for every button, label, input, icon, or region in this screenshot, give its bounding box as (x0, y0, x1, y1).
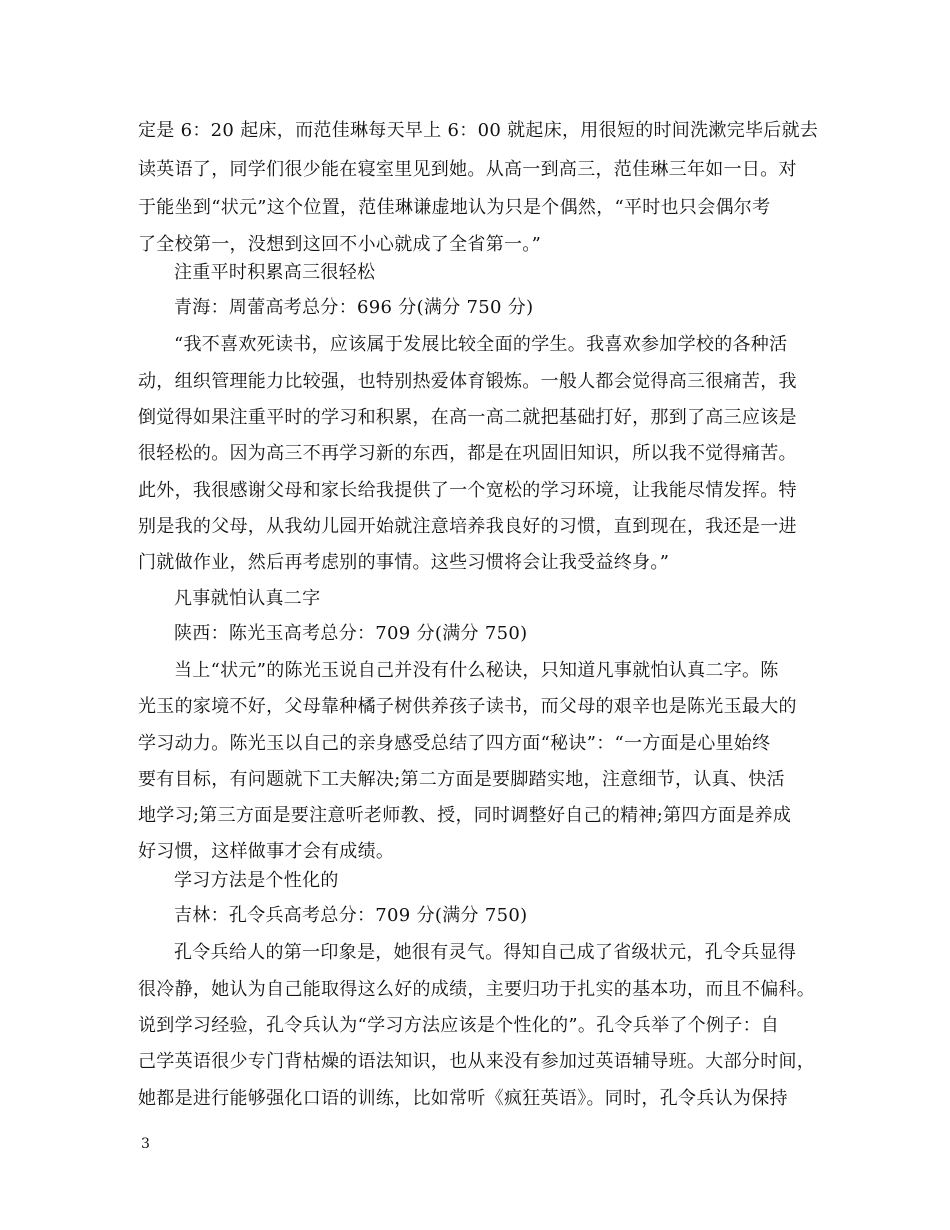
section-heading: 学习方法是个性化的 (174, 870, 339, 891)
text-line: 己学英语很少专门背枯燥的语法知识，也从来没有参加过英语辅导班。大部分时间， (138, 1051, 816, 1072)
section-heading: 注重平时积累高三很轻松 (174, 262, 376, 283)
text-line: 地学习;第三方面是要注意听老师教、授，同时调整好自己的精神;第四方面是养成 (138, 805, 792, 826)
text-line: 学习动力。陈光玉以自己的亲身感受总结了四方面“秘诀”：“一方面是心里始终 (138, 733, 771, 754)
text-line: “我不喜欢死读书，应该属于发展比较全面的学生。我喜欢参加学校的各种活 (174, 334, 788, 355)
section-heading: 凡事就怕认真二字 (174, 588, 321, 609)
student-score-line: 青海：周蕾高考总分：696 分(满分 750 分) (174, 297, 534, 318)
student-score-line: 吉林：孔令兵高考总分：709 分(满分 750) (174, 905, 528, 926)
text-line: 此外，我很感谢父母和家长给我提供了一个宽松的学习环境，让我能尽情发挥。特 (138, 480, 797, 501)
text-line: 读英语了，同学们很少能在寝室里见到她。从高一到高三，范佳琳三年如一日。对 (138, 159, 797, 180)
text-line: 别是我的父母，从我幼儿园开始就注意培养我良好的习惯，直到现在，我还是一进 (138, 516, 797, 537)
text-line: 光玉的家境不好，父母靠种橘子树供养孩子读书，而父母的艰辛也是陈光玉最大的 (138, 696, 797, 717)
text-line: 了全校第一，没想到这回不小心就成了全省第一。” (138, 234, 542, 255)
text-line: 说到学习经验，孔令兵认为“学习方法应该是个性化的”。孔令兵举了个例子：自 (138, 1015, 780, 1036)
text-line: 孔令兵给人的第一印象是，她很有灵气。得知自己成了省级状元，孔令兵显得 (174, 942, 797, 963)
text-line: 门就做作业，然后再考虑别的事情。这些习惯将会让我受益终身。” (138, 552, 670, 573)
text-line: 很冷静，她认为自己能取得这么好的成绩，主要归功于扎实的基本功，而且不偏科。 (138, 979, 816, 1000)
text-line: 当上“状元”的陈光玉说自己并没有什么秘诀，只知道凡事就怕认真二字。陈 (174, 660, 779, 681)
page-number: 3 (141, 1136, 150, 1152)
text-line: 很轻松的。因为高三不再学习新的东西，都是在巩固旧知识，所以我不觉得痛苦。 (138, 443, 797, 464)
text-line: 定是 6：20 起床，而范佳琳每天早上 6：00 就起床，用很短的时间洗漱完毕后就去 (138, 120, 819, 141)
text-line: 她都是进行能够强化口语的训练，比如常听《疯狂英语》。同时，孔令兵认为保持 (138, 1088, 788, 1109)
text-line: 动，组织管理能力比较强，也特别热爱体育锻炼。一般人都会觉得高三很痛苦，我 (138, 371, 797, 392)
text-line: 于能坐到“状元”这个位置，范佳琳谦虚地认为只是个偶然，“平时也只会偶尔考 (138, 197, 771, 218)
text-line: 倒觉得如果注重平时的学习和积累，在高一高二就把基础打好，那到了高三应该是 (138, 407, 797, 428)
text-line: 好习惯，这样做事才会有成绩。 (138, 841, 395, 862)
student-score-line: 陕西：陈光玉高考总分：709 分(满分 750) (174, 623, 528, 644)
text-line: 要有目标，有问题就下工夫解决;第二方面是要脚踏实地，注意细节，认真、快活 (138, 769, 785, 790)
